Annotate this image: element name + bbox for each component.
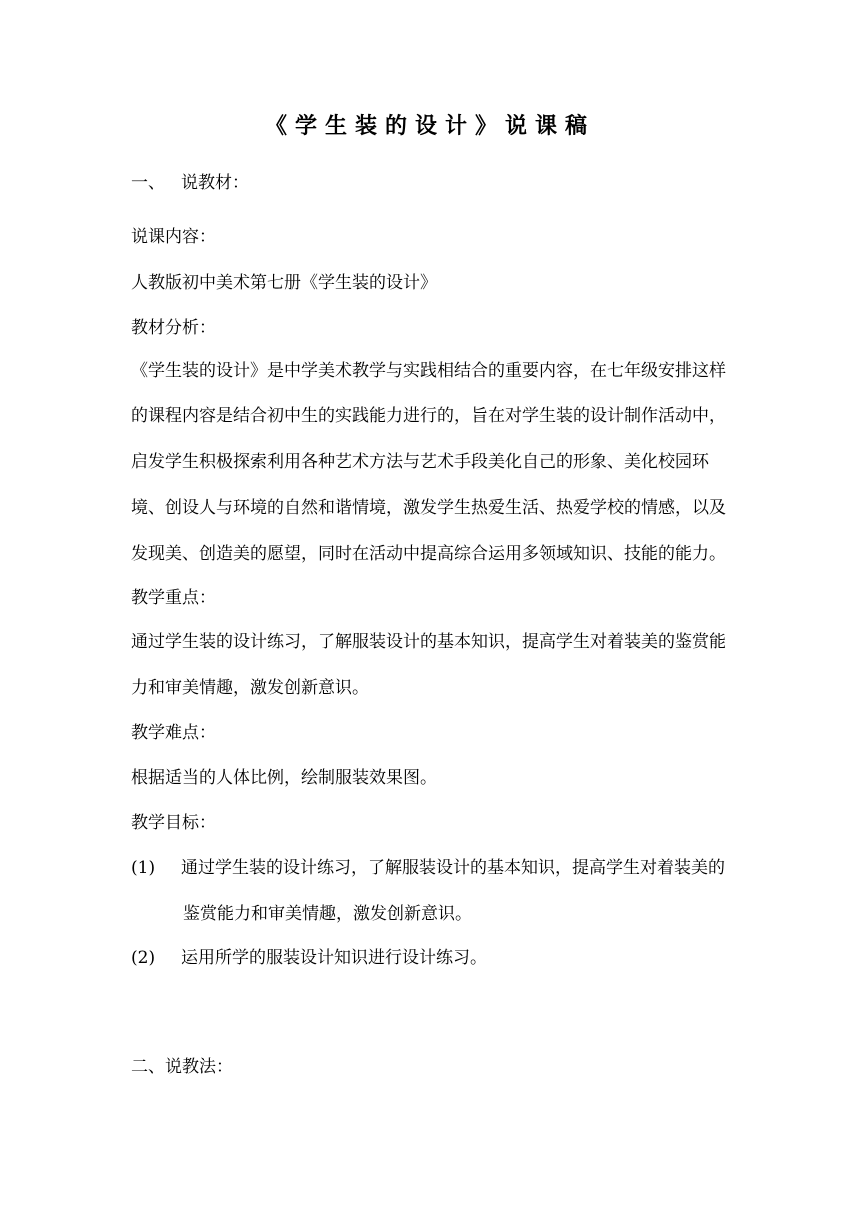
analysis-line: 启发学生积极探索利用各种艺术方法与艺术手段美化自己的形象、美化校园环 [131, 452, 709, 472]
content-label: 说课内容： [131, 227, 216, 247]
analysis-label: 教材分析： [131, 318, 216, 338]
analysis-line: 《学生装的设计》是中学美术教学与实践相结合的重要内容，在七年级安排这样 [131, 361, 726, 381]
key-points-label: 教学重点： [131, 588, 216, 608]
section-2-heading: 二、说教法： [131, 1057, 233, 1077]
objective-text-continued: 鉴赏能力和审美情趣，激发创新意识。 [183, 904, 472, 924]
objective-number: (1) [131, 858, 156, 878]
objective-item [131, 946, 487, 970]
key-points-line: 通过学生装的设计练习，了解服装设计的基本知识，提高学生对着装美的鉴赏能 [131, 632, 726, 652]
objectives-label: 教学目标： [131, 813, 216, 833]
objective-item [131, 856, 725, 880]
objective-text: 运用所学的服装设计知识进行设计练习。 [181, 948, 487, 968]
objective-text: 通过学生装的设计练习，了解服装设计的基本知识，提高学生对着装美的 [181, 858, 725, 878]
section-1-title: 说教材： [181, 173, 249, 193]
key-points-line: 力和审美情趣，激发创新意识。 [131, 678, 369, 698]
document-title: 《学生装的设计》说课稿 [264, 114, 595, 139]
section-1-number: 一、 [131, 173, 165, 193]
difficulty-label: 教学难点： [131, 723, 216, 743]
analysis-line: 的课程内容是结合初中生的实践能力进行的，旨在对学生装的设计制作活动中， [131, 406, 726, 426]
objective-number: (2) [131, 948, 156, 968]
analysis-line: 境、创设人与环境的自然和谐情境，激发学生热爱生活、热爱学校的情感，以及 [131, 498, 726, 518]
section-1-heading [131, 171, 249, 195]
analysis-line: 发现美、创造美的愿望，同时在活动中提高综合运用多领域知识、技能的能力。 [131, 544, 726, 564]
content-text: 人教版初中美术第七册《学生装的设计》 [131, 273, 437, 293]
difficulty-text: 根据适当的人体比例，绘制服装效果图。 [131, 768, 437, 788]
